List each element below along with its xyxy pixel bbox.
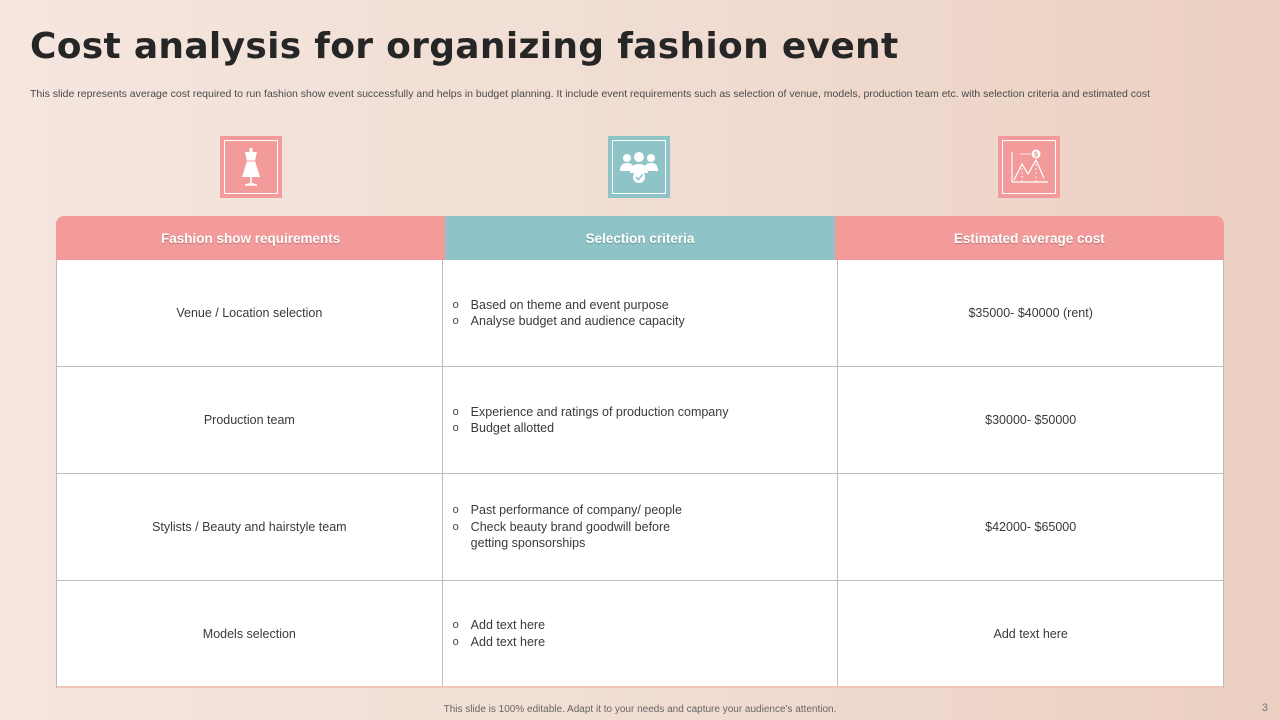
criteria-item: o Experience and ratings of production company (453, 404, 729, 421)
cost-analysis-table (56, 216, 1224, 690)
table-header (56, 216, 1224, 260)
dress-icon (234, 147, 268, 187)
criteria-list (453, 502, 703, 552)
header-estimated-cost: Estimated average cost (835, 216, 1224, 260)
svg-text:$: $ (1033, 150, 1039, 159)
table-row (57, 474, 1223, 581)
table-row (57, 260, 1223, 367)
team-icon (617, 149, 661, 185)
cost-cell: $30000- $50000 (837, 367, 1223, 473)
criteria-cell (442, 474, 838, 580)
table-row (57, 367, 1223, 474)
requirement-cell: Stylists / Beauty and hairstyle team (152, 520, 347, 534)
cost-chart-icon (1008, 148, 1050, 186)
cost-chart-icon-box (998, 136, 1060, 198)
criteria-item: o Budget allotted (453, 420, 729, 437)
requirement-cell: Production team (203, 413, 295, 427)
header-selection-criteria: Selection criteria (445, 216, 834, 260)
requirement-cell: Models selection (202, 626, 296, 641)
criteria-item: o Check beauty brand goodwill before getting sponsorships (453, 519, 703, 552)
requirement-cell: Venue / Location selection (176, 306, 323, 320)
criteria-list (453, 617, 545, 650)
header-requirements: Fashion show requirements (56, 216, 445, 260)
cost-cell: Add text here (837, 581, 1223, 686)
criteria-cell (442, 581, 838, 686)
slide-description: This slide represents average cost required to run fashion show event successfully and helps in budget planning. It include event requirements such as selection of venue, models, production team etc. with selection criteria and estimated cost (30, 88, 1151, 100)
criteria-item: o Based on theme and event purpose (453, 297, 685, 314)
slide-footer: This slide is 100% editable. Adapt it to your needs and capture your audience's attention. (443, 704, 837, 715)
dress-icon-box (220, 136, 282, 198)
page-number: 3 (1261, 702, 1268, 714)
cost-cell: $42000- $65000 (837, 474, 1223, 580)
criteria-item: o Add text here (453, 617, 545, 634)
cost-cell: $35000- $40000 (rent) (837, 260, 1223, 366)
criteria-item: o Past performance of company/ people (453, 502, 703, 519)
criteria-item: o Analyse budget and audience capacity (453, 313, 685, 330)
criteria-item: o Add text here (453, 634, 545, 651)
criteria-list (453, 297, 685, 330)
criteria-cell (442, 367, 838, 473)
criteria-cell (442, 260, 838, 366)
team-icon-box (608, 136, 670, 198)
table-body (56, 260, 1224, 688)
slide-title: Cost analysis for organizing fashion event (30, 26, 899, 67)
criteria-list (453, 404, 729, 437)
table-row (57, 581, 1223, 688)
